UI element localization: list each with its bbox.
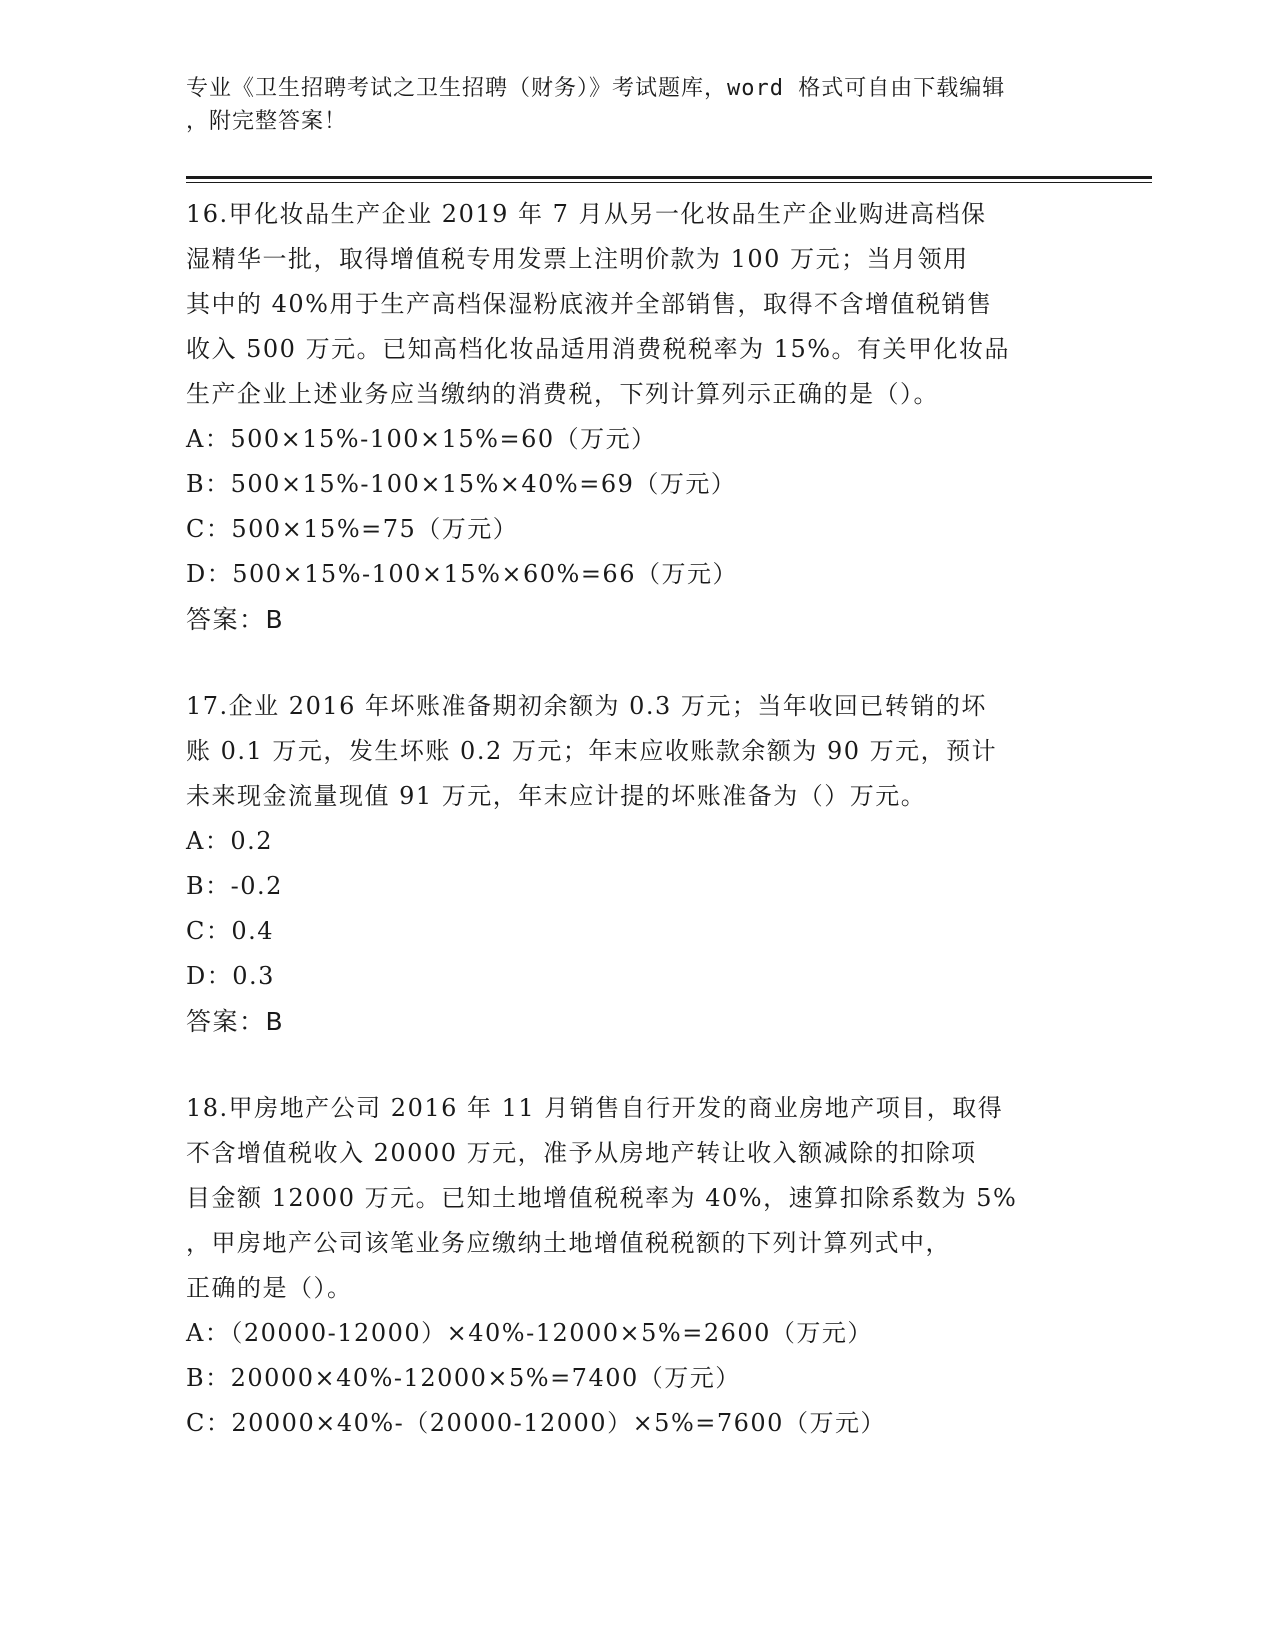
question-stem-line: 收入 500 万元。已知高档化妆品适用消费税税率为 15%。有关甲化妆品 [186, 335, 1011, 363]
question-stem-line: 其中的 40%用于生产高档保湿粉底液并全部销售，取得不含增值税销售 [186, 290, 993, 318]
option-c: C：500×15%=75（万元） [186, 515, 519, 543]
option-a: A：（20000-12000）×40%-12000×5%=2600（万元） [186, 1319, 873, 1347]
question-stem-line: 16.甲化妆品生产企业 2019 年 7 月从另一化妆品生产企业购进高档保 [186, 200, 987, 228]
option-a: A：0.2 [186, 827, 273, 855]
question-stem-line: 账 0.1 万元，发生坏账 0.2 万元；年末应收账款余额为 90 万元，预计 [186, 737, 998, 765]
question-list [186, 192, 1076, 1488]
question-16 [186, 192, 1076, 642]
question-18 [186, 1086, 1076, 1446]
header-divider [186, 176, 1152, 179]
question-stem-line: 湿精华一批，取得增值税专用发票上注明价款为 100 万元；当月领用 [186, 245, 969, 273]
question-17 [186, 684, 1076, 1044]
option-c: C：0.4 [186, 917, 275, 945]
option-d: D：0.3 [186, 962, 275, 990]
question-stem-line: 17.企业 2016 年坏账准备期初余额为 0.3 万元；当年收回已转销的坏 [186, 692, 987, 720]
question-stem-line: 正确的是（）。 [186, 1274, 353, 1302]
question-stem-line: 生产企业上述业务应当缴纳的消费税，下列计算列示正确的是（）。 [186, 380, 939, 408]
option-d: D：500×15%-100×15%×60%=66（万元） [186, 560, 738, 588]
option-b: B：20000×40%-12000×5%=7400（万元） [186, 1364, 741, 1392]
option-b: B：500×15%-100×15%×40%=69（万元） [186, 470, 737, 498]
answer-line: 答案：B [186, 1007, 285, 1036]
answer-line: 答案：B [186, 605, 285, 634]
header-line: ，附完整答案！ [186, 109, 348, 134]
question-stem-line: ，甲房地产公司该笔业务应缴纳土地增值税税额的下列计算列式中， [186, 1229, 951, 1257]
option-c: C：20000×40%-（20000-12000）×5%=7600（万元） [186, 1409, 886, 1437]
header-divider-thin [186, 182, 1152, 183]
question-stem-line: 不含增值税收入 20000 万元，准予从房地产转让收入额减除的扣除项 [186, 1139, 977, 1167]
question-stem-line: 18.甲房地产公司 2016 年 11 月销售自行开发的商业房地产项目，取得 [186, 1094, 1004, 1122]
question-stem-line: 目金额 12000 万元。已知土地增值税税率为 40%，速算扣除系数为 5% [186, 1184, 1018, 1212]
header-line: 专业《卫生招聘考试之卫生招聘（财务）》考试题库，word 格式可自由下载编辑 [186, 76, 1006, 101]
option-b: B：-0.2 [186, 872, 283, 900]
question-stem-line: 未来现金流量现值 91 万元，年末应计提的坏账准备为（）万元。 [186, 782, 927, 810]
page-header [186, 72, 1066, 138]
option-a: A：500×15%-100×15%=60（万元） [186, 425, 657, 453]
